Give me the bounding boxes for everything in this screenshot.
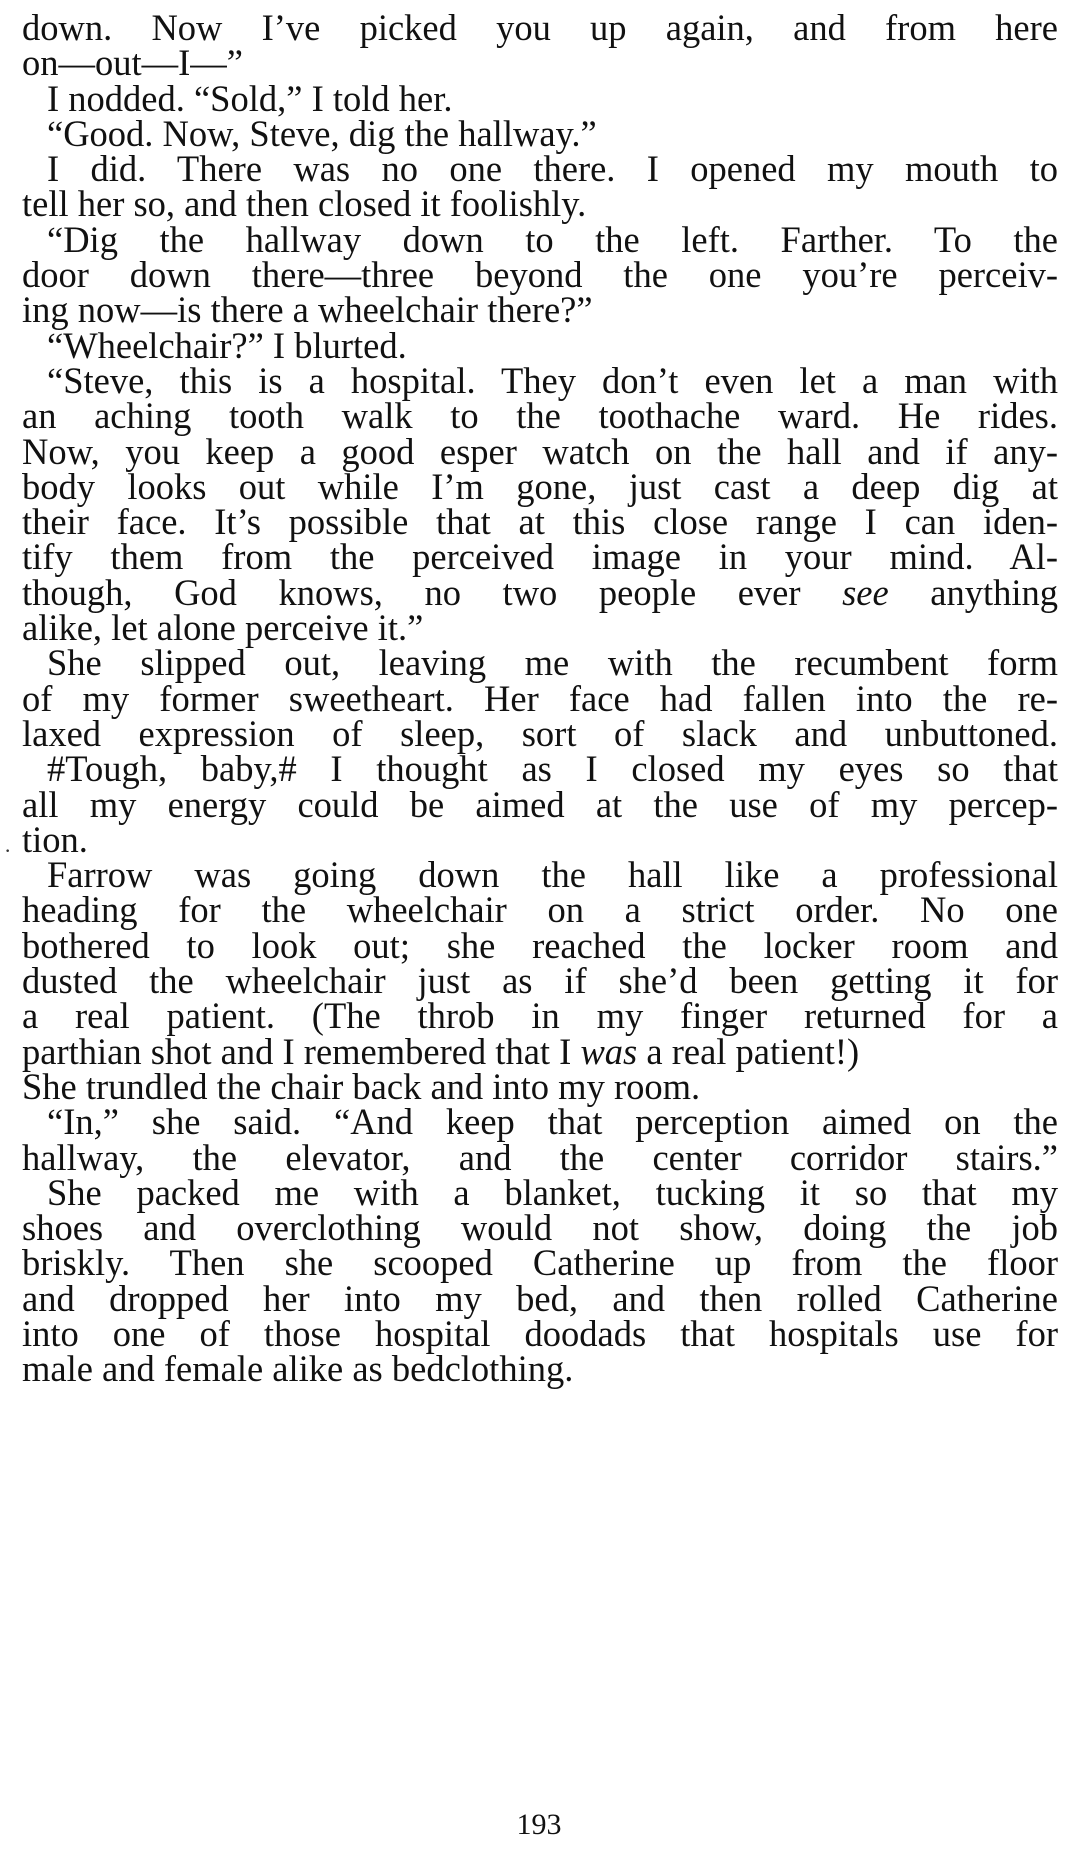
text-line: I did. There was no one there. I opened my mouth to xyxy=(47,148,1058,190)
text-line: “Steve, this is a hospital. They don’t even let a man with xyxy=(47,359,1058,401)
text-line: “In,” she said. “And keep that perception aimed on the xyxy=(47,1101,1058,1143)
text-line: of my former sweetheart. Her face had fallen into the re- xyxy=(22,677,1058,719)
text-line: door down there—three beyond the one you’re perceiv- xyxy=(22,254,1058,296)
text-line: tell her so, and then closed it foolishly. xyxy=(22,183,587,225)
text-line: ing now—is there a wheelchair there?” xyxy=(22,289,593,331)
text-line: into one of those hospital doodads that hospitals use for xyxy=(22,1312,1058,1354)
text-line: alike, let alone perceive it.” xyxy=(22,607,424,649)
text-line: on—out—I—” xyxy=(22,42,243,84)
text-line: their face. It’s possible that at this close range I can iden- xyxy=(22,501,1058,543)
text-line: She slipped out, leaving me with the recumbent form xyxy=(47,642,1058,684)
text-line: bothered to look out; she reached the locker room and xyxy=(22,924,1058,966)
text-line: an aching tooth walk to the toothache ward. He rides. xyxy=(22,395,1058,437)
text-line: parthian shot and I remembered that I was a real patient!) xyxy=(22,1030,860,1072)
text-line: body looks out while I’m gone, just cast a deep dig at xyxy=(22,465,1058,507)
text-line: heading for the wheelchair on a strict order. No one xyxy=(22,889,1058,931)
text-line: though, God knows, no two people ever see anything xyxy=(22,571,1058,613)
text-line: a real patient. (The throb in my finger returned for a xyxy=(22,995,1058,1037)
text-line: “Dig the hallway down to the left. Farther. To the xyxy=(47,218,1058,260)
text-line: down. Now I’ve picked you up again, and from here xyxy=(22,7,1058,48)
text-line: #Tough, baby,# I thought as I closed my eyes so that xyxy=(47,748,1058,790)
text-line: tion. xyxy=(22,818,88,860)
text-line: tify them from the perceived image in your mind. Al- xyxy=(22,536,1058,578)
text-line: “Good. Now, Steve, dig the hallway.” xyxy=(47,112,597,154)
text-line: male and female alike as bedclothing. xyxy=(22,1348,574,1390)
text-line: “Wheelchair?” I blurted. xyxy=(47,324,407,366)
text-line: hallway, the elevator, and the center corridor stairs.” xyxy=(22,1136,1058,1178)
text-line: She packed me with a blanket, tucking it so that my xyxy=(47,1171,1058,1213)
text-line: shoes and overclothing would not show, doing the job xyxy=(22,1207,1058,1249)
scan-speck: · xyxy=(4,838,12,863)
book-page-text xyxy=(22,7,1058,1390)
text-line: laxed expression of sleep, sort of slack and unbuttoned. xyxy=(22,712,1058,754)
text-line: and dropped her into my bed, and then rolled Catherine xyxy=(22,1277,1058,1319)
text-line: Farrow was going down the hall like a professional xyxy=(47,854,1058,896)
text-line: I nodded. “Sold,” I told her. xyxy=(47,77,453,119)
text-line: dusted the wheelchair just as if she’d been getting it for xyxy=(22,960,1058,1002)
page-number: 193 xyxy=(516,1808,562,1841)
text-line: She trundled the chair back and into my room. xyxy=(22,1065,701,1107)
text-line: all my energy could be aimed at the use of my percep- xyxy=(22,783,1058,825)
text-line: briskly. Then she scooped Catherine up from the floor xyxy=(22,1242,1058,1284)
text-line: Now, you keep a good esper watch on the hall and if any- xyxy=(22,430,1058,472)
